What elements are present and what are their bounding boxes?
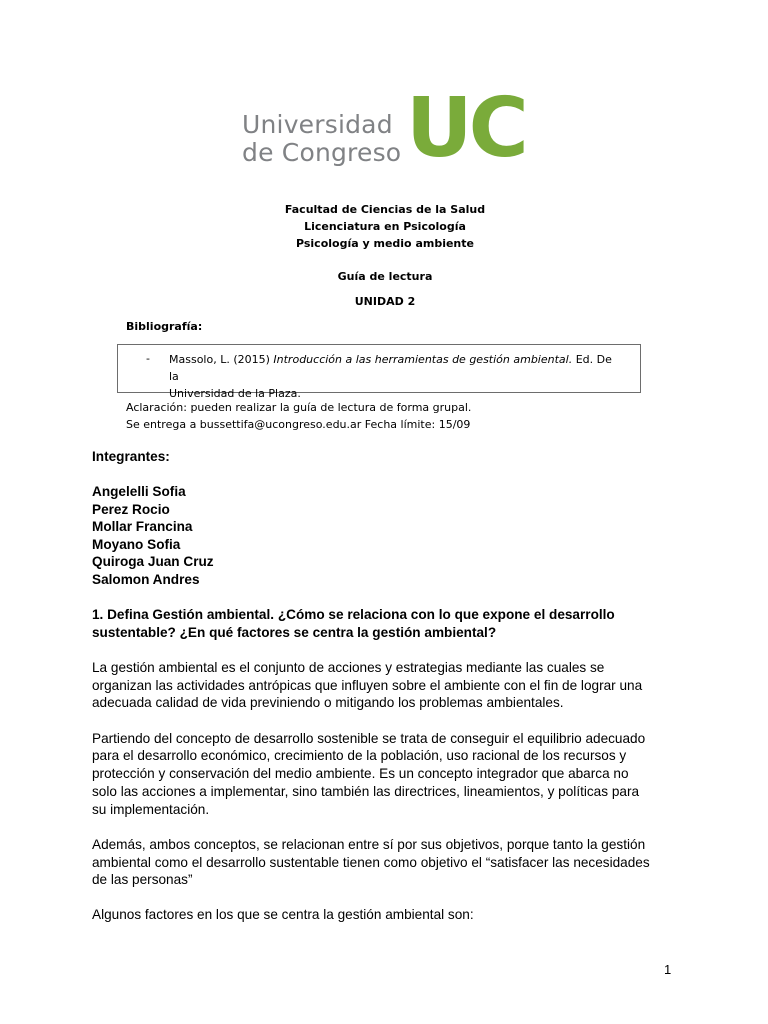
question-1-line-2: sustentable? ¿En qué factores se centra la gestión ambiental? [92, 625, 497, 640]
paragraph-1-line: La gestión ambiental es el conjunto de acciones y estrategias mediante las cuales se [92, 660, 605, 675]
bib-author: Massolo, L. (2015) [169, 353, 274, 366]
member-name: Moyano Sofia [92, 537, 181, 552]
degree-name: Licenciatura en Psicología [304, 220, 466, 233]
paragraph-2-line: su implementación. [92, 802, 210, 817]
question-1-line-1: 1. Defina Gestión ambiental. ¿Cómo se relaciona con lo que expone el desarrollo [92, 607, 615, 622]
paragraph-1-line: adecuada calidad de vida previniendo o mitigando los problemas ambientales. [92, 695, 564, 710]
subject-name: Psicología y medio ambiente [296, 237, 474, 250]
clarification-note: Aclaración: pueden realizar la guía de lectura de forma grupal. [126, 401, 472, 414]
paragraph-2-line: para el desarrollo económico, crecimiento de la población, uso racional de los recursos y [92, 748, 627, 763]
bibliography-label: Bibliografía: [126, 320, 203, 333]
paragraph-3-line: Además, ambos conceptos, se relacionan entre sí por sus objetivos, porque tanto la gestión [92, 837, 646, 852]
members-label: Integrantes: [92, 449, 170, 464]
paragraph-1-line: organizan las actividades antrópicas que influyen sobre el ambiente con el fin de lograr una [92, 678, 643, 693]
paragraph-3-line: ambiental como el desarrollo sustentable tienen como objetivo el “satisfacer las necesidades [92, 855, 650, 870]
member-name: Angelelli Sofia [92, 484, 186, 499]
logo-line-2: de Congreso [242, 138, 402, 167]
logo-line-1: Universidad [242, 110, 393, 139]
bibliography-entry [169, 351, 624, 402]
member-name: Quiroga Juan Cruz [92, 554, 214, 569]
delivery-note: Se entrega a bussettifa@ucongreso.edu.ar Fecha límite: 15/09 [126, 418, 471, 431]
page-number: 1 [664, 962, 672, 977]
guide-title: Guía de lectura [337, 270, 433, 283]
unit-title: UNIDAD 2 [354, 295, 416, 308]
paragraph-4-line: Algunos factores en los que se centra la gestión ambiental son: [92, 907, 474, 922]
paragraph-2-line: solo las acciones a implementar, sino también las directrices, lineamientos, y políticas para [92, 784, 640, 799]
member-name: Salomon Andres [92, 572, 200, 587]
paragraph-3-line: de las personas” [92, 872, 193, 887]
member-name: Mollar Francina [92, 519, 193, 534]
paragraph-2-line: protección y conservación del medio ambiente. Es un concepto integrador que abarca no [92, 766, 629, 781]
bib-publisher-cont: Universidad de la Plaza. [169, 387, 301, 400]
faculty-name: Facultad de Ciencias de la Salud [284, 203, 486, 216]
bib-publisher: Ed. De la [169, 353, 612, 383]
logo-mark: UC [406, 81, 525, 176]
bib-title: Introducción a las herramientas de gestión ambiental. [273, 353, 573, 366]
member-name: Perez Rocio [92, 502, 170, 517]
paragraph-2-line: Partiendo del concepto de desarrollo sostenible se trata de conseguir el equilibrio adecuado [92, 731, 646, 746]
university-logo [242, 81, 525, 176]
bibliography-bullet: - [146, 352, 150, 365]
